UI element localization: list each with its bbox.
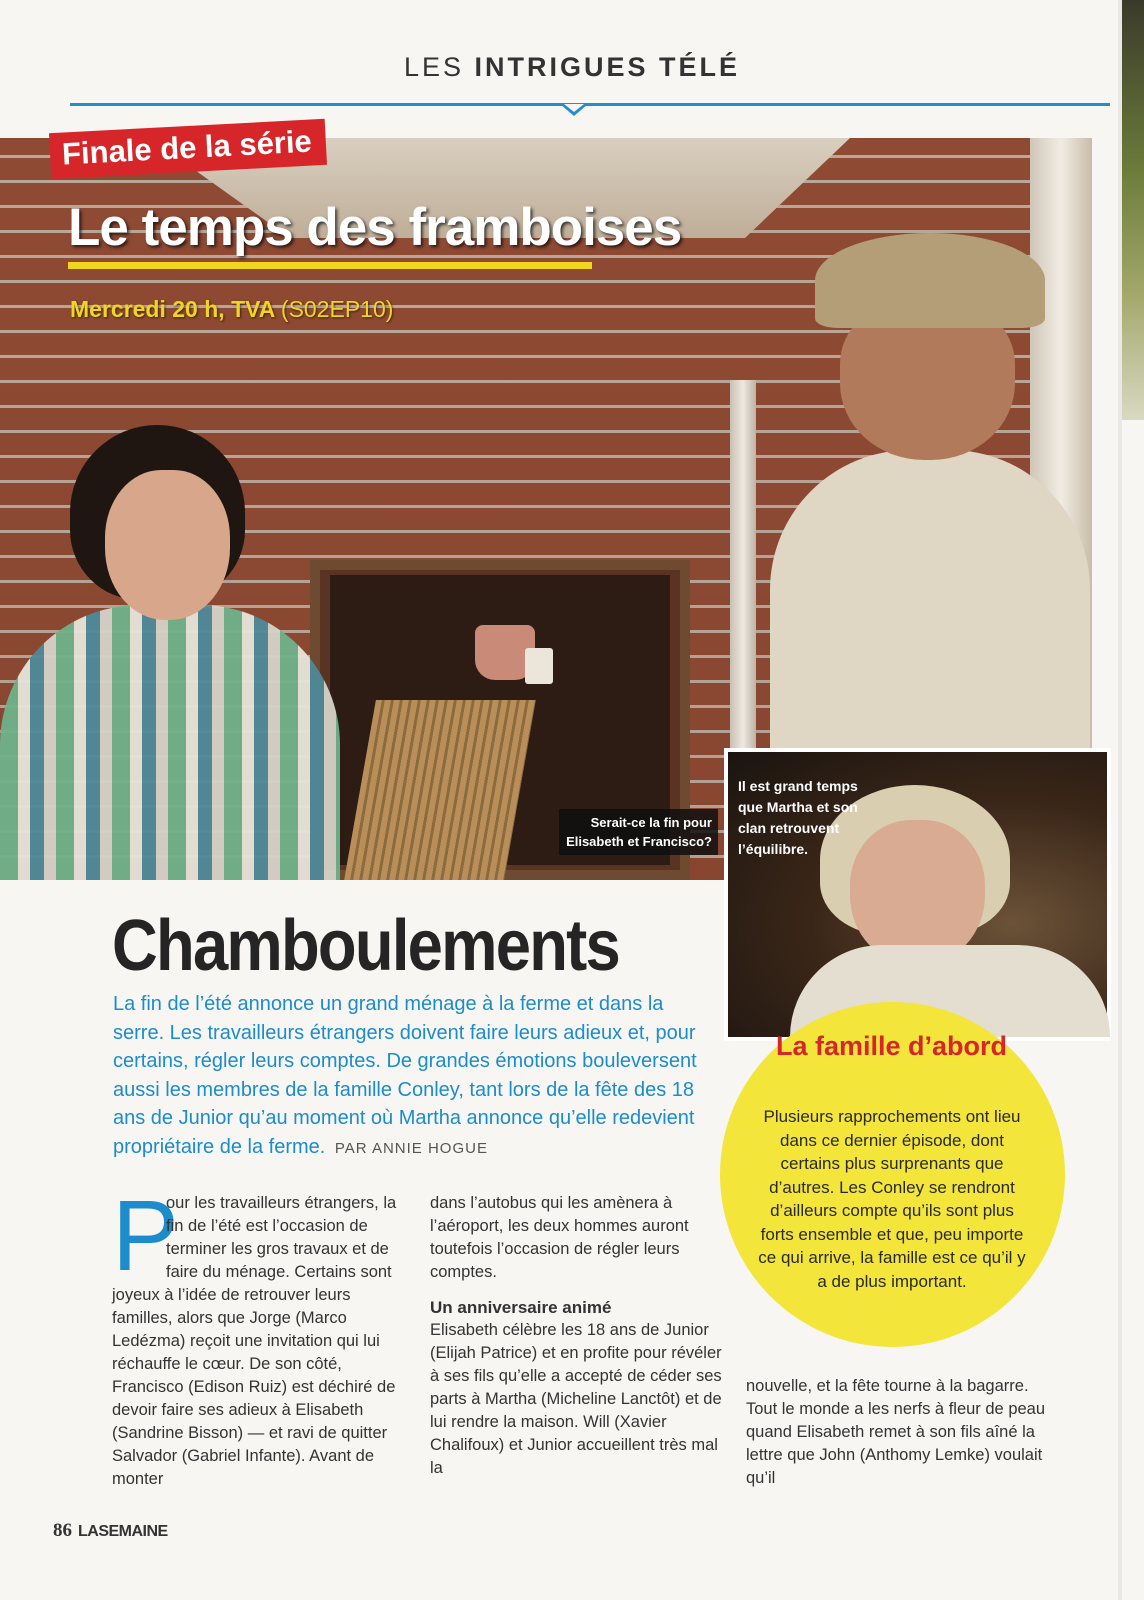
schedule-time: Mercredi 20 h, TVA <box>70 296 275 322</box>
photo-caption: Serait-ce la fin pour Elisabeth et Francisco? <box>559 809 718 855</box>
sidebar-body: Plusieurs rapprochements ont lieu dans ce dernier épisode, dont certains plus surprenants que d’autres. Les Conley se rendront d’ailleurs compte qu’ils sont plus forts ensemble et que, peu importe ce qui arrive, la famille est ce qu’il y a de plus important. <box>758 1107 1026 1291</box>
subheading: Un anniversaire animé <box>430 1298 612 1317</box>
article-lede <box>113 990 698 1163</box>
sidebar-title: La famille d’abord <box>775 1031 1008 1061</box>
section-header-light: LES <box>403 52 464 82</box>
man-cap <box>815 233 1045 328</box>
article-headline: Chamboulements <box>112 906 619 986</box>
body-column-1 <box>112 1180 412 1491</box>
body-column-3: nouvelle, et la fête tourne à la bagarre. Tout le monde a les nerfs à fleur de peau quand Elisabeth remet à son fils aîné la lettre que John (Anthomy Lemke) voulait qu’il <box>746 1377 1046 1487</box>
broadcast-schedule <box>70 296 393 323</box>
inset-caption: Il est grand temps que Martha et son clan retrouvent l’équilibre. <box>738 778 858 857</box>
header-rule <box>70 103 1110 106</box>
column-1-text: our les travailleurs étrangers, la fin de l’été est l’occasion de terminer les gros travaux et de faire du ménage. Certains sont joyeux à l’idée de retrouver leurs familles, alors que Jorge (Marco Ledézma) reçoit une invitation qui lui réchauffe le cœur. De son côté, Francisco (Edison Ruiz) est déchiré de devoir faire ses adieux à Elisabeth (Sandrine Bisson) — et ravi de quitter Salvador (Gabriel Infante). Avant de monter <box>112 1194 397 1488</box>
lede-text: La fin de l’été annonce un grand ménage à la ferme et dans la serre. Les travailleurs étrangers doivent faire leurs adieux et, pour certains, régler leurs comptes. De grandes émotions bouleversent aussi les membres de la famille Conley, tant lors de la fête des 18 ans de Junior qu’au moment où Martha annonce qu’elle redevient propriétaire de la ferme. <box>113 993 697 1158</box>
wooden-chair <box>344 700 536 880</box>
cup <box>525 648 553 684</box>
drop-cap: P <box>112 1180 179 1292</box>
series-finale-tag: Finale de la série <box>49 119 327 179</box>
next-page-edge <box>1122 0 1144 420</box>
section-header <box>0 52 1144 83</box>
section-header-bold: INTRIGUES TÉLÉ <box>474 52 741 82</box>
byline: PAR ANNIE HOGUE <box>334 1139 488 1157</box>
column-2-text-b: Elisabeth célèbre les 18 ans de Junior (Elijah Patrice) et en profite pour révéler à ses fils qu’elle a accepté de céder ses parts à Martha (Micheline Lanctôt) et de lui rendre la maison. Will (Xavier Chalifoux) et Junior accueillent très mal la <box>430 1321 722 1477</box>
page-folio <box>53 1520 168 1542</box>
title-underline <box>68 262 592 269</box>
show-title: Le temps des framboises <box>68 198 682 257</box>
drain-pipe <box>730 380 756 760</box>
header-chevron-inner <box>564 104 584 112</box>
magazine-name: LASEMAINE <box>78 1523 168 1540</box>
page-number: 86 <box>53 1520 72 1541</box>
episode-code: (S02EP10) <box>280 296 394 322</box>
woman-figure <box>0 605 340 880</box>
martha-face <box>850 820 985 965</box>
body-column-2 <box>430 1192 728 1480</box>
column-2-text-a: dans l’autobus qui les amènera à l’aéroport, les deux hommes auront toutefois l’occasion de régler leurs comptes. <box>430 1194 689 1281</box>
woman-face <box>105 470 230 620</box>
